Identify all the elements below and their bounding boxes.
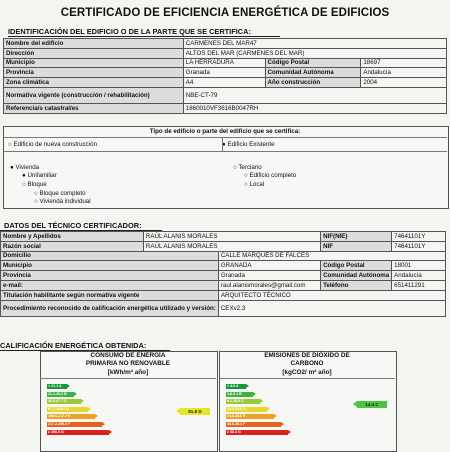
direccion-label: Dirección [4, 48, 184, 58]
rating-bar: 108.6-217.2 E [47, 414, 95, 419]
anio-construccion-label: Año construcción [265, 78, 361, 88]
table-row [4, 68, 447, 78]
codigo-postal-value: 18001 [392, 261, 446, 271]
titulacion-value: ARQUITECTO TÉCNICO [218, 290, 445, 300]
consumo-subtitle: PRIMARIA NO RENOVABLE [85, 360, 171, 367]
nombre-apellidos-value: RAÚL ALANIS MORALES [143, 232, 320, 242]
rating-bar: ≥ 250.5 G [47, 430, 109, 435]
table-row [1, 241, 446, 251]
provincia-value: Granada [218, 271, 320, 281]
comunidad-value: Andalucía [361, 68, 447, 78]
rating-bar: 24.6-48.6 E [226, 414, 274, 419]
tipo-col-divider [222, 137, 223, 151]
panel-divider [219, 378, 395, 379]
table-row [4, 103, 447, 113]
option-nueva-construccion: ○ Edificio de nueva construcción [8, 141, 98, 148]
nif-label: NIF [321, 241, 392, 251]
tecnico-table [0, 231, 446, 317]
zona-climatica-value: A4 [183, 78, 265, 88]
table-row [4, 87, 447, 103]
referencia-catastral-label: Referencia/s catastral/es [4, 103, 184, 113]
section-calificacion-heading: CALIFICACIÓN ENERGÉTICA OBTENIDA: [0, 341, 147, 350]
option-vivienda-individual: ○ Vivienda individual [34, 198, 91, 205]
zona-climatica-label: Zona climática [4, 78, 184, 88]
comunidad-label: Comunidad Autónoma [265, 68, 361, 78]
direccion-value: ALTOS DEL MAR (CARMENES DEL MAR) [183, 48, 446, 58]
rating-bar: ≥ 58.4 G [226, 430, 288, 435]
section-identificacion-heading: IDENTIFICACIÓN DEL EDIFICIO O DE LA PARTE QUE SE CERTIFICA: [8, 27, 251, 36]
table-row [1, 290, 446, 300]
email-label: e-mail: [1, 280, 219, 290]
tipo-edificio-heading: Tipo de edificio o parte del edificio que se certifica: [149, 128, 301, 135]
rating-bar: < 4.8 A [226, 384, 246, 389]
nombre-edificio-value: CARMENES DEL MAR47 [183, 39, 446, 49]
table-row [1, 232, 446, 242]
table-row [4, 58, 447, 68]
rating-bar: 9.1-15.5 C [226, 399, 260, 404]
table-row [1, 280, 446, 290]
nif-nie-value: 74641101Y [392, 232, 446, 242]
rating-bar: 67.7-108.6 D [47, 407, 88, 412]
emisiones-unit: [kgCO2/ m² año] [282, 369, 332, 376]
razon-social-value: RAÚL ALANIS MORALES [143, 241, 320, 251]
emisiones-rating-indicator: 14.4 C [357, 401, 387, 408]
table-row [1, 251, 446, 261]
document-title: CERTIFICADO DE EFICIENCIA ENERGÉTICA DE EDIFICIOS [60, 7, 390, 19]
option-edificio-existente: ● Edificio Existente [222, 141, 275, 148]
consumo-unit: [kWh/m² año] [107, 369, 149, 376]
panel-divider [40, 378, 216, 379]
razon-social-label: Razón social [1, 241, 144, 251]
option-bloque: ○ Bloque [22, 181, 47, 188]
rating-bar: 48.6-58.4 F [226, 422, 281, 427]
normativa-label: Normativa vigente (construcción / rehabilitación) [4, 87, 184, 103]
rating-bar: 217.2-250.5 F [47, 422, 102, 427]
nif-nie-label: NIF(NIE) [321, 232, 392, 242]
codigo-postal-value: 18697 [361, 58, 447, 68]
option-bloque-completo: ○ Bloque completo [34, 190, 86, 197]
option-terciario: ○ Terciario [233, 164, 262, 171]
domicilio-label: Domicilio [1, 251, 219, 261]
tipo-divider [3, 151, 447, 152]
rating-bar: 40.2-67.7 C [47, 399, 81, 404]
domicilio-value: CALLE MARQUES DE FALCES [218, 251, 445, 261]
emisiones-title: EMISIONES DE DIÓXIDO DE [264, 352, 350, 359]
provincia-label: Provincia [1, 271, 219, 281]
nif-value: 74641101Y [392, 241, 446, 251]
section-tecnico-heading: DATOS DEL TÉCNICO CERTIFICADOR: [4, 221, 142, 230]
nombre-apellidos-label: Nombre y Apellidos [1, 232, 144, 242]
building-id-table [3, 38, 447, 114]
table-row [1, 261, 446, 271]
email-value: raul.alanismorales@gmail.com [218, 280, 320, 290]
normativa-value: NBE-CT-79 [183, 87, 446, 103]
option-unifamiliar: ● Unifamiliar [22, 172, 57, 179]
comunidad-value: Andalucía [392, 271, 446, 281]
section-underline [8, 36, 280, 37]
municipio-label: Municipio [4, 58, 184, 68]
table-row [1, 271, 446, 281]
table-row [4, 39, 447, 49]
emisiones-subtitle: CARBONO [290, 360, 324, 367]
codigo-postal-label: Código Postal [265, 58, 361, 68]
procedimiento-label: Procedimiento reconocido de calificación energética utilizado y versión: [1, 300, 219, 316]
provincia-value: Granada [183, 68, 265, 78]
rating-bar: 4.8-9.1 B [226, 392, 253, 397]
option-local: ○ Local [244, 181, 265, 188]
titulacion-label: Titulación habilitante según normativa vigente [1, 290, 219, 300]
table-row [1, 300, 446, 316]
consumo-rating-indicator: 81.8 D [180, 408, 210, 415]
municipio-label: Municipio [1, 261, 219, 271]
municipio-value: LA HERRADURA [183, 58, 265, 68]
rating-bar: 21.1-40.2 B [47, 392, 74, 397]
rating-bar: < 21.1 A [47, 384, 67, 389]
anio-construccion-value: 2004 [361, 78, 447, 88]
option-vivienda: ● Vivienda [10, 164, 40, 171]
provincia-label: Provincia [4, 68, 184, 78]
telefono-value: 651411291 [392, 280, 446, 290]
procedimiento-value: CEXv2.3 [218, 300, 445, 316]
table-row [4, 78, 447, 88]
table-row [4, 48, 447, 58]
municipio-value: GRANADA [218, 261, 320, 271]
comunidad-label: Comunidad Autónoma [321, 271, 392, 281]
consumo-title: CONSUMO DE ENERGÍA [90, 352, 166, 359]
nombre-edificio-label: Nombre del edificio [4, 39, 184, 49]
option-edificio-completo: ○ Edificio completo [244, 172, 297, 179]
referencia-catastral-value: 1860010VF3616B0047RH [183, 103, 446, 113]
codigo-postal-label: Código Postal [321, 261, 392, 271]
telefono-label: Teléfono [321, 280, 392, 290]
tipo-divider [3, 137, 447, 138]
rating-bar: 15.5-24.6 D [226, 407, 267, 412]
